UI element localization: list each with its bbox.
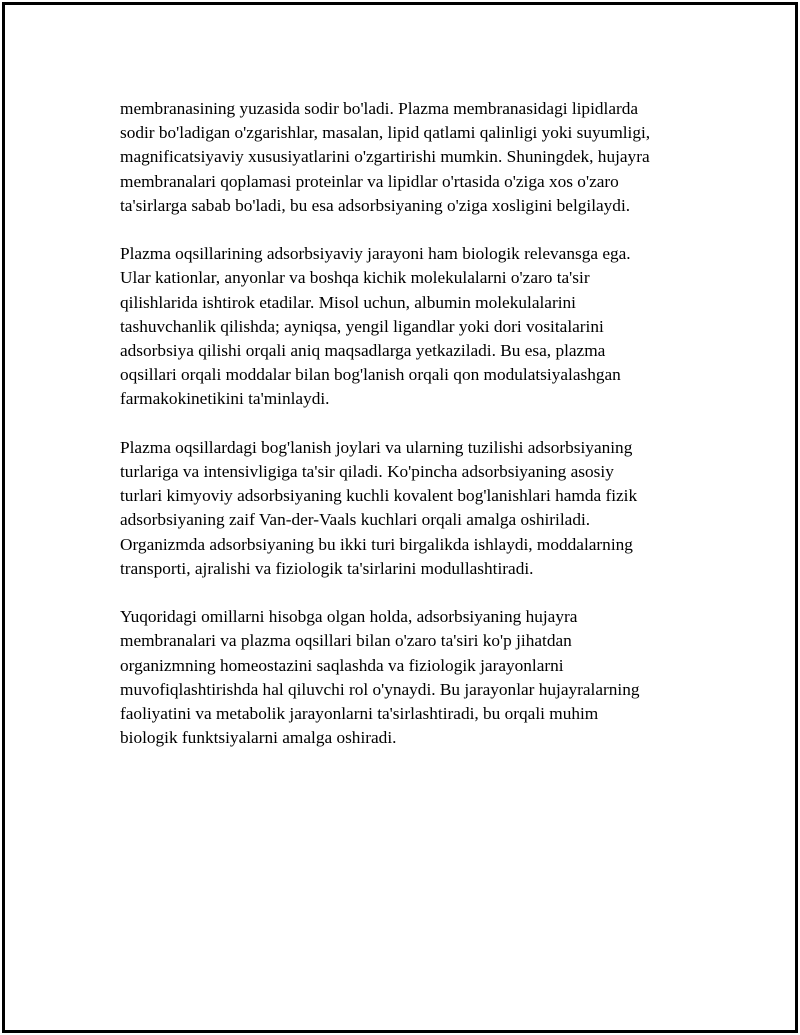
text-line: turlari kimyoviy adsorbsiyaning kuchli kovalent bog'lanishlari hamda fizik — [120, 486, 638, 506]
text-line: membranalari qoplamasi proteinlar va lipidlar o'rtasida o'ziga xos o'zaro — [120, 171, 619, 191]
document-body — [120, 97, 710, 775]
text-line: biologik funktsiyalarni amalga oshiradi. — [120, 728, 397, 748]
text-line: membranasining yuzasida sodir bo'ladi. Plazma membranasidagi lipidlarda — [120, 99, 639, 118]
text-line: sodir bo'ladigan o'zgarishlar, masalan, lipid qatlami qalinligi yoki suyumligi, — [120, 123, 651, 143]
text-line: oqsillari orqali moddalar bilan bog'lanish orqali qon modulatsiyalashgan — [120, 365, 621, 385]
text-line: adsorbsiya qilishi orqali aniq maqsadlarga yetkaziladi. Bu esa, plazma — [120, 341, 606, 361]
paragraph-1 — [120, 97, 710, 218]
text-line: farmakokinetikini ta'minlaydi. — [120, 389, 330, 409]
paragraph-3 — [120, 436, 710, 581]
text-line: membranalari va plazma oqsillari bilan o'zaro ta'siri ko'p jihatdan — [120, 631, 572, 651]
paragraph-2 — [120, 242, 710, 411]
text-line: turlariga va intensivligiga ta'sir qiladi. Ko'pincha adsorbsiyaning asosiy — [120, 462, 614, 482]
text-line: tashuvchanlik qilishda; ayniqsa, yengil ligandlar yoki dori vositalarini — [120, 316, 604, 336]
text-line: Plazma oqsillarining adsorbsiyaviy jarayoni ham biologik relevansga ega. — [120, 244, 631, 264]
text-line: organizmning homeostazini saqlashda va fiziologik jarayonlarni — [120, 655, 564, 675]
text-line: magnificatsiyaviy xususiyatlarini o'zgartirishi mumkin. Shuningdek, hujayra — [120, 147, 650, 167]
paragraph-4 — [120, 605, 710, 750]
text-line: faoliyatini va metabolik jarayonlarni ta'sirlashtiradi, bu orqali muhim — [120, 704, 599, 724]
text-line: Plazma oqsillardagi bog'lanish joylari va ularning tuzilishi adsorbsiyaning — [120, 437, 633, 457]
text-line: muvofiqlashtirishda hal qiluvchi rol o'ynaydi. Bu jarayonlar hujayralarning — [120, 679, 640, 699]
text-line: ta'sirlarga sabab bo'ladi, bu esa adsorbsiyaning o'ziga xosligini belgilaydi. — [120, 195, 631, 215]
text-line: adsorbsiyaning zaif Van-der-Vaals kuchlari orqali amalga oshiriladi. — [120, 510, 591, 530]
page-frame — [2, 2, 798, 1033]
text-line: qilishlarida ishtirok etadilar. Misol uchun, albumin molekulalarini — [120, 292, 576, 312]
text-line: Organizmda adsorbsiyaning bu ikki turi birgalikda ishlaydi, moddalarning — [120, 534, 633, 554]
text-line: transporti, ajralishi va fiziologik ta'sirlarini modullashtiradi. — [120, 558, 534, 578]
text-line: Yuqoridagi omillarni hisobga olgan holda, adsorbsiyaning hujayra — [120, 607, 578, 627]
text-line: Ular kationlar, anyonlar va boshqa kichik molekulalarni o'zaro ta'sir — [120, 268, 590, 288]
